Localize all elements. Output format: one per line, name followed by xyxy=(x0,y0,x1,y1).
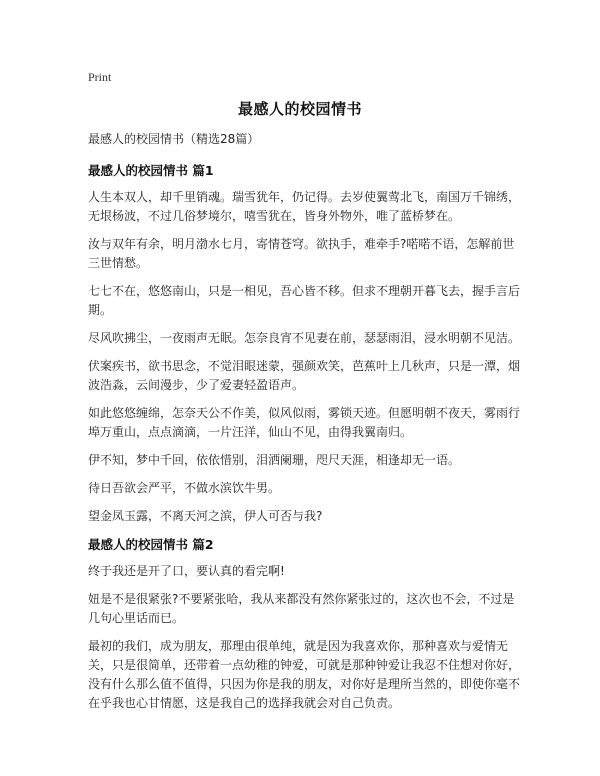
paragraph: 终于我还是开了口，要认真的看完啊! xyxy=(88,564,285,578)
paragraph: 人生本双人，却千里销魂。瑞雪犹年，仍记得。去岁使翼莺北飞，南国万千锦绣，无垠杨波，不过几俗梦境尔，嘻雪犹在，皆身外物外，唯了蓝桥梦在。 xyxy=(88,190,521,223)
section-1 xyxy=(88,161,524,526)
paragraph: 伏案疾书，欲书思念，不觉泪眼迷蒙，强颜欢笑，芭蕉叶上几秋声，只是一潭，烟波浩淼，云间漫步，少了爱妻轻盈语声。 xyxy=(88,359,521,392)
section-2 xyxy=(88,535,524,713)
paragraph: 最初的我们，成为朋友，那理由很单纯，就是因为我喜欢你，那种喜欢与爱情无关，只是很简单，还带着一点幼稚的钟爱，可就是那种钟爱让我忍不住想对你好，没有什么那么值不值得，只因为你是我的朋友，对你好是理所当然的，即使你毫不在乎我也心甘情愿，这是我自己的选择我就会对自己负责。 xyxy=(88,639,521,710)
paragraph: 如此悠悠缠绵，怎奈天公不作美，似风似雨，雾锁天迹。但愿明朝不夜天，雾雨行埠万重山，点点滴滴，一片汪洋，仙山不见，由得我翼南归。 xyxy=(88,406,521,439)
paragraph: 汝与双年有余，明月渤水七月，寄情苍穹。欲执手，难牵手?喏喏不语，怎解前世三世情愁。 xyxy=(88,237,515,270)
print-label[interactable]: Print xyxy=(88,70,112,84)
paragraph: 待日吾欲会严平，不做水滨饮牛男。 xyxy=(88,481,281,495)
section-heading: 最感人的校园情书 篇2 xyxy=(88,537,214,552)
document-title: 最感人的校园情书 xyxy=(237,100,362,118)
paragraph: 七七不在，悠悠南山，只是一相见，吾心皆不移。但求不理朝开暮飞去，握手言后期。 xyxy=(88,284,521,317)
paragraph: 伊不知，梦中千回，依依惜别，泪洒阑珊，咫尺天涯，相逢却无一语。 xyxy=(88,453,461,467)
document-subtitle: 最感人的校园情书（精选28篇） xyxy=(88,132,260,146)
paragraph: 望金凤玉露，不离天河之滨，伊人可否与我? xyxy=(88,509,323,523)
paragraph: 妞是不是很紧张?不要紧张哈，我从来都没有然你紧张过的，这次也不会，不过是几句心里话而已。 xyxy=(88,592,515,625)
paragraph: 尽风吹拂尘，一夜雨声无眠。怎奈良宵不见妻在前，瑟瑟雨泪，浸水明朝不见洁。 xyxy=(88,331,521,345)
section-heading: 最感人的校园情书 篇1 xyxy=(88,163,214,178)
document-body xyxy=(88,130,524,722)
